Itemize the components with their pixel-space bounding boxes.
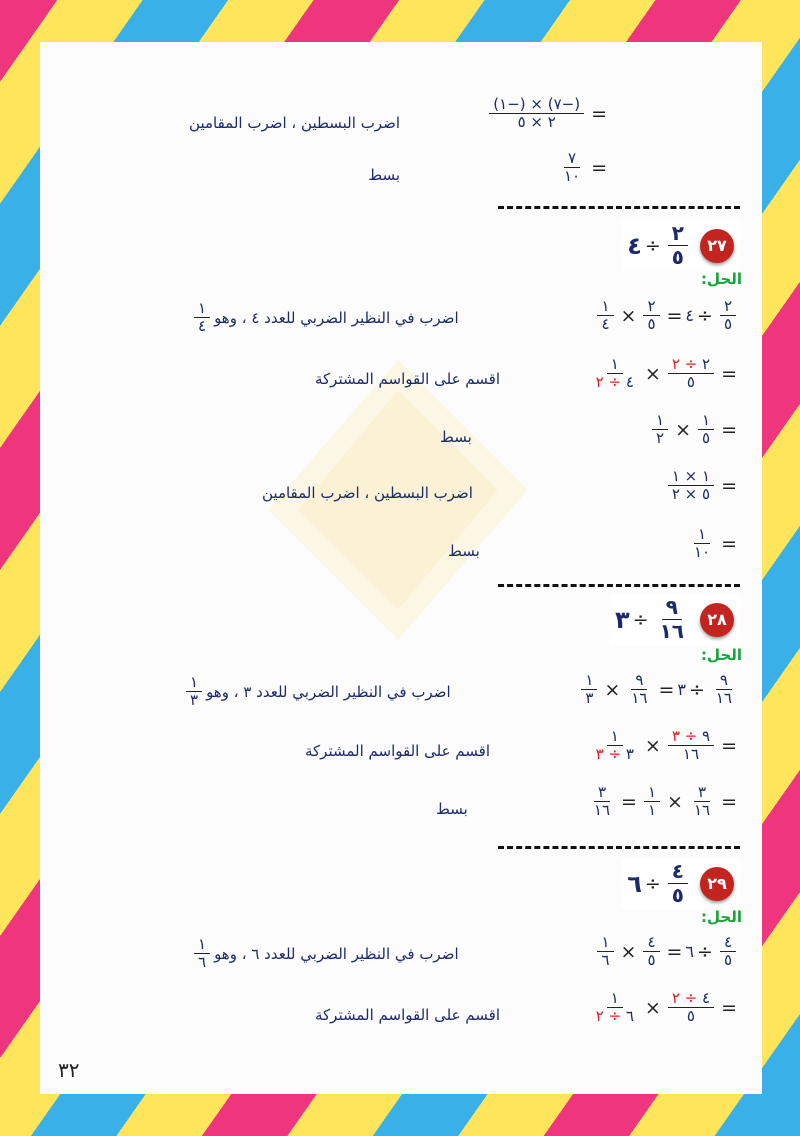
fraction: $\frac{٢ \div ٢}{٥}$	[668, 356, 714, 392]
step-label: بسط	[436, 800, 468, 818]
fraction: $\frac{٢}{٥}$	[668, 222, 688, 269]
step-label: اضرب في النظير الضربي للعدد ٣ ، وهو $\frac{١}{٣}$	[182, 674, 451, 710]
fraction: $\frac{٣}{١٦}$	[593, 783, 611, 820]
fraction: $\frac{١}{٦}$	[194, 936, 210, 972]
step-label: بسط	[368, 166, 400, 184]
step-row: = $\frac{٤ \div ٢}{٥}$ × $\frac{١}{٦ \div ٢}$	[588, 990, 740, 1026]
step-row: = $\frac{٢ \div ٢}{٥}$ × $\frac{١}{٤ \div ٢}$	[588, 356, 740, 392]
problem-number-badge: ٢٩	[700, 867, 734, 901]
fraction: $\frac{١}{٣}$	[581, 672, 597, 708]
fraction: $\frac{٤}{٥}$	[643, 934, 659, 970]
step-row: = $\frac{(-٧) \times (-١)}{٢ \times ٥}$	[485, 96, 610, 132]
fraction: $\frac{١}{٣}$	[186, 674, 202, 710]
fraction: $\frac{٤ \div ٢}{٥}$	[668, 990, 714, 1026]
step-row: $\frac{٢}{٥}$ ÷ ٤ = $\frac{٢}{٥}$ × $\frac{١}{٤}$	[593, 298, 740, 334]
fraction: $\frac{٢}{٥}$	[720, 298, 736, 334]
fraction: $\frac{٩}{١٦}$	[715, 671, 732, 708]
step-row: = $\frac{٣}{١٦}$ × $\frac{١}{١}$ = $\frac{٣}{١٦}$	[586, 784, 740, 820]
problem-27-header: ٢٧ $\frac{٢}{٥}$ ÷ ٤	[621, 220, 740, 271]
solution-label: الحل:	[701, 646, 742, 664]
step-row: $\frac{٩}{١٦}$ ÷ ٣ = $\frac{٩}{١٦}$ × $\frac{١}{٣}$	[577, 672, 740, 708]
step-row: = $\frac{٩ \div ٣}{١٦}$ × $\frac{١}{٣ \div ٣}$	[588, 728, 740, 764]
fraction: $\frac{١}{٤ \div ٢}$	[595, 355, 634, 392]
step-label: اضرب في النظير الضربي للعدد ٤ ، وهو $\frac{١}{٤}$	[190, 300, 459, 336]
divider	[498, 584, 740, 587]
step-label: اضرب في النظير الضربي للعدد ٦ ، وهو $\frac{١}{٦}$	[190, 936, 459, 972]
step-label: اضرب البسطين ، اضرب المقامين	[262, 484, 473, 502]
step-row: = $\frac{١}{١٠}$	[686, 526, 740, 562]
step-row: $\frac{٤}{٥}$ ÷ ٦ = $\frac{٤}{٥}$ × $\frac{١}{٦}$	[593, 934, 740, 970]
fraction: $\frac{١}{٣ \div ٣}$	[595, 727, 634, 764]
fraction: $\frac{(-٧) \times (-١)}{٢ \times ٥}$	[489, 96, 584, 132]
fraction: $\frac{٤}{٥}$	[668, 860, 688, 907]
fraction: $\frac{١ \times ١}{٥ \times ٢}$	[668, 468, 714, 504]
fraction: $\frac{١}{٤}$	[597, 298, 613, 334]
step-label: بسط	[440, 428, 472, 446]
step-row: = $\frac{٧}{١٠}$	[556, 150, 610, 186]
fraction: $\frac{١}{٥}$	[698, 412, 714, 448]
step-label: اضرب البسطين ، اضرب المقامين	[189, 114, 400, 132]
problem-number-badge: ٢٧	[700, 229, 734, 263]
problem-28-header: ٢٨ $\frac{٩}{١٦}$ ÷ ٣	[609, 594, 740, 645]
step-row: = $\frac{١ \times ١}{٥ \times ٢}$	[664, 468, 740, 504]
fraction: $\frac{١}{٢}$	[652, 412, 668, 448]
step-label: اقسم على القواسم المشتركة	[315, 370, 500, 388]
problem-29-header: ٢٩ $\frac{٤}{٥}$ ÷ ٦	[621, 858, 740, 909]
fraction: $\frac{١}{٦}$	[597, 934, 613, 970]
step-label: اقسم على القواسم المشتركة	[305, 742, 490, 760]
solution-label: الحل:	[701, 908, 742, 926]
step-label: اقسم على القواسم المشتركة	[315, 1006, 500, 1024]
page-number: ٣٢	[58, 1058, 80, 1082]
fraction: $\frac{١}{١٠}$	[693, 525, 711, 562]
fraction: $\frac{٩}{١٦}$	[659, 595, 684, 643]
solution-label: الحل:	[701, 270, 742, 288]
fraction: $\frac{١}{٤}$	[194, 300, 210, 336]
fraction: $\frac{٢}{٥}$	[643, 298, 659, 334]
step-label: بسط	[448, 542, 480, 560]
fraction: $\frac{٣}{١٦}$	[693, 783, 711, 820]
fraction: $\frac{٩ \div ٣}{١٦}$	[668, 728, 714, 764]
fraction: $\frac{١}{١}$	[644, 784, 660, 820]
divider	[498, 206, 740, 209]
problem-number-badge: ٢٨	[700, 603, 734, 637]
divider	[498, 846, 740, 849]
fraction: $\frac{٩}{١٦}$	[631, 671, 648, 708]
fraction: $\frac{١}{٦ \div ٢}$	[595, 989, 634, 1026]
fraction: $\frac{٤}{٥}$	[720, 934, 736, 970]
step-row: = $\frac{١}{٥}$ × $\frac{١}{٢}$	[648, 412, 740, 448]
fraction: $\frac{٧}{١٠}$	[563, 149, 581, 186]
